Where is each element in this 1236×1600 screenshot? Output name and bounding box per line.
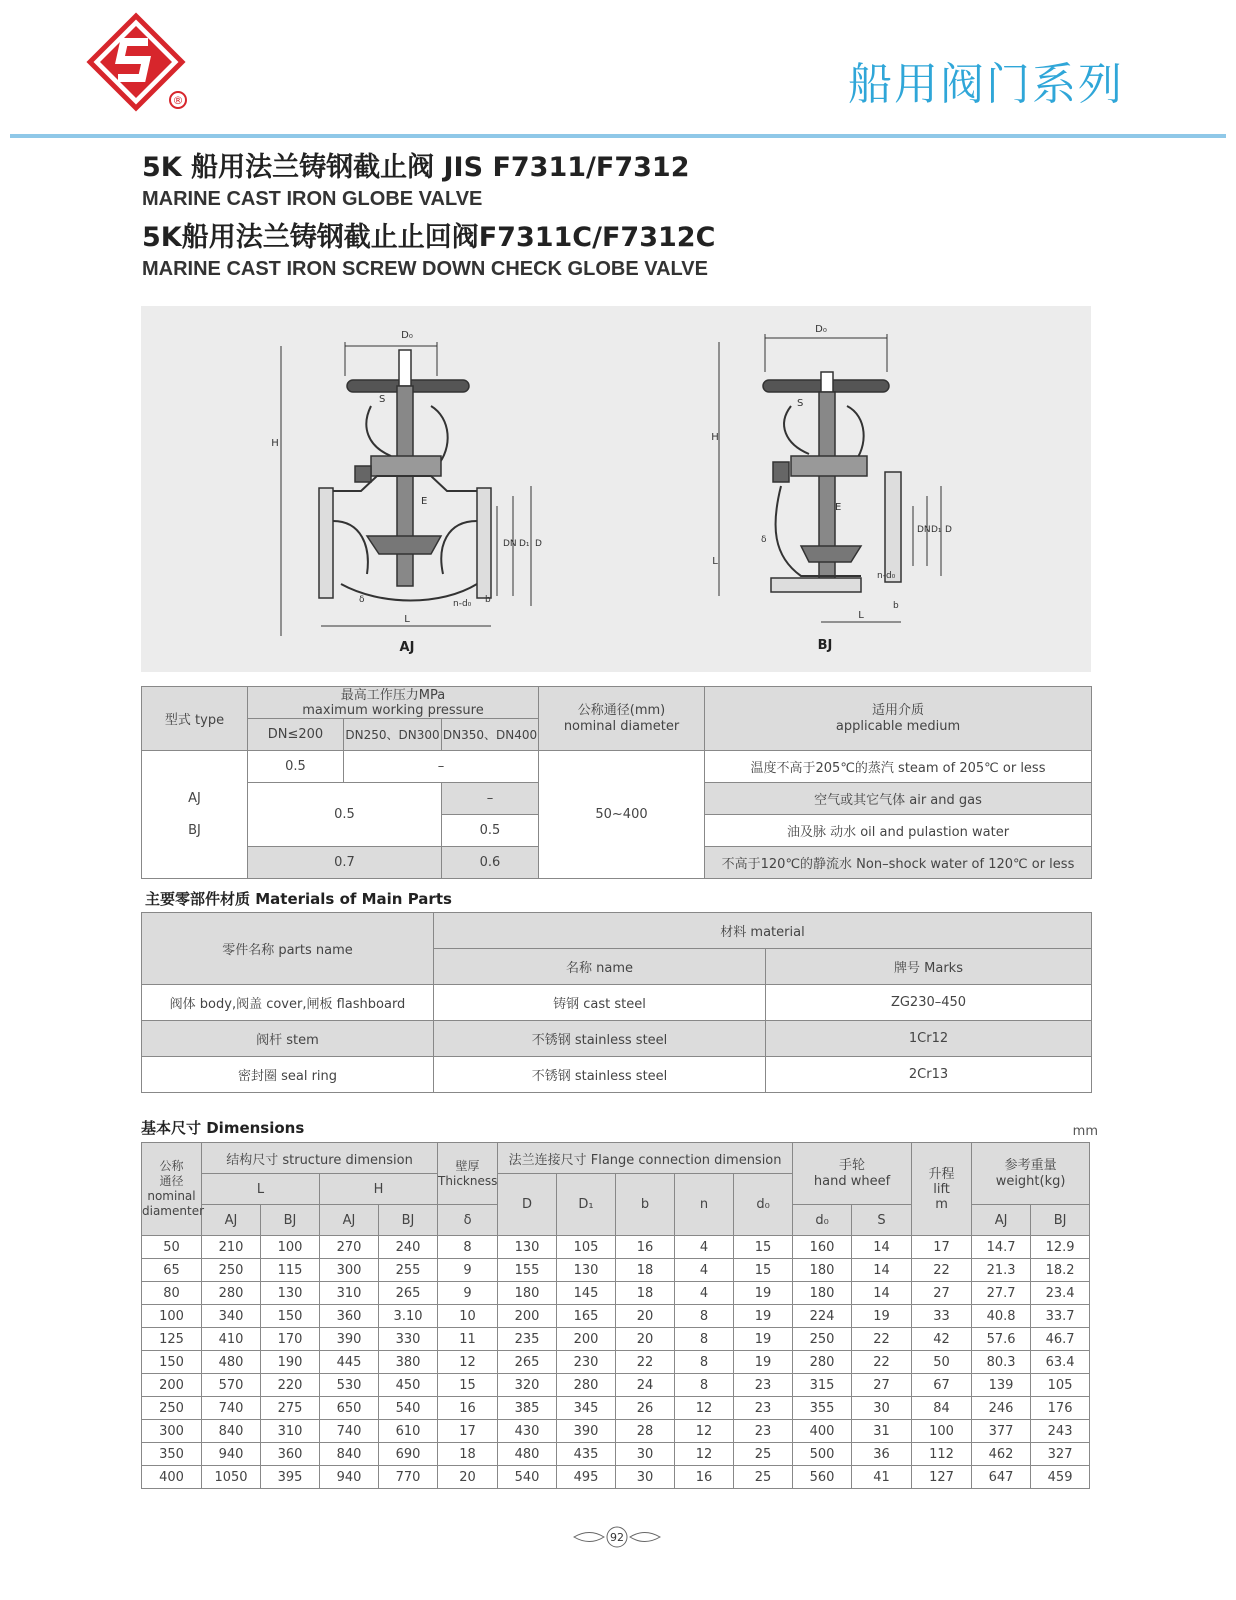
table-cell: 145 <box>557 1282 616 1305</box>
table-cell: 450 <box>379 1374 438 1397</box>
table-cell: 23 <box>734 1374 793 1397</box>
company-logo <box>86 12 196 116</box>
table-cell: 180 <box>498 1282 557 1305</box>
aj-dim-delta: δ <box>359 595 365 605</box>
table-cell: 300 <box>142 1420 202 1443</box>
bj-label: BJ <box>817 638 833 653</box>
header-marks: 牌号 Marks <box>766 949 1092 985</box>
nominal-diameter-value: 50~400 <box>539 751 705 879</box>
table-cell: 22 <box>616 1351 675 1374</box>
bj-dim-nd0: n-d₀ <box>877 571 896 581</box>
header-dn-1: DN≤200 <box>248 719 344 751</box>
table-cell: 50 <box>142 1236 202 1259</box>
table-cell: 46.7 <box>1031 1328 1090 1351</box>
table-cell: 27.7 <box>972 1282 1031 1305</box>
table-cell: 155 <box>498 1259 557 1282</box>
table-cell: 340 <box>202 1305 261 1328</box>
table-cell: 165 <box>557 1305 616 1328</box>
title-block <box>142 150 715 290</box>
table-cell: 4 <box>675 1236 734 1259</box>
table-cell: 495 <box>557 1466 616 1489</box>
table-cell: 130 <box>557 1259 616 1282</box>
table-cell: 12 <box>675 1443 734 1466</box>
table-cell: 139 <box>972 1374 1031 1397</box>
aj-dim-e: E <box>421 496 428 507</box>
table-cell: 220 <box>261 1374 320 1397</box>
table-cell: 67 <box>912 1374 972 1397</box>
table-row <box>142 1328 1090 1351</box>
aj-dim-d: D <box>535 539 542 549</box>
table-cell: 327 <box>1031 1443 1090 1466</box>
table-cell: 30 <box>616 1443 675 1466</box>
table-cell: 840 <box>320 1443 379 1466</box>
table-cell: 940 <box>320 1466 379 1489</box>
table-cell: 255 <box>379 1259 438 1282</box>
aj-dim-dn: DN <box>503 539 517 549</box>
aj-dim-d0: D₀ <box>401 330 413 341</box>
table-cell: 100 <box>142 1305 202 1328</box>
table-cell: 3.10 <box>379 1305 438 1328</box>
table-cell: 8 <box>675 1305 734 1328</box>
header-n: n <box>675 1174 734 1236</box>
table-cell: 315 <box>793 1374 852 1397</box>
table-cell: 330 <box>379 1328 438 1351</box>
table-cell: 9 <box>438 1282 498 1305</box>
table-cell: 80.3 <box>972 1351 1031 1374</box>
table-cell: 650 <box>320 1397 379 1420</box>
header-flange-d0: d₀ <box>734 1174 793 1236</box>
table-cell: 740 <box>202 1397 261 1420</box>
table-cell: 19 <box>734 1282 793 1305</box>
table-cell: 17 <box>912 1236 972 1259</box>
table-row <box>142 1397 1090 1420</box>
header-s: S <box>852 1205 912 1236</box>
table-cell: 400 <box>142 1466 202 1489</box>
table-cell: 16 <box>675 1466 734 1489</box>
materials-table <box>141 912 1092 1093</box>
table-cell: 176 <box>1031 1397 1090 1420</box>
table-cell: 15 <box>734 1259 793 1282</box>
table-row <box>142 1351 1090 1374</box>
table-cell: 940 <box>202 1443 261 1466</box>
table-cell: 560 <box>793 1466 852 1489</box>
table-cell: 570 <box>202 1374 261 1397</box>
table-cell: 130 <box>261 1282 320 1305</box>
table-cell: 770 <box>379 1466 438 1489</box>
medium-4: 不高于120℃的静流水 Non–shock water of 120℃ or less <box>705 847 1092 879</box>
header-b: b <box>616 1174 675 1236</box>
table-row <box>142 1443 1090 1466</box>
table-cell: 12 <box>438 1351 498 1374</box>
pressure-r1-c1: 0.5 <box>248 751 344 783</box>
table-cell: 243 <box>1031 1420 1090 1443</box>
table-cell: 20 <box>616 1328 675 1351</box>
header-thickness: 壁厚 Thickness <box>438 1143 498 1205</box>
aj-dim-nd0: n-d₀ <box>453 599 472 609</box>
table-cell: 250 <box>142 1397 202 1420</box>
header-dn-2: DN250、DN300 <box>344 719 442 751</box>
table-cell: 395 <box>261 1466 320 1489</box>
table-cell: 112 <box>912 1443 972 1466</box>
table-cell: 190 <box>261 1351 320 1374</box>
materials-title: 主要零部件材质 Materials of Main Parts <box>145 890 452 908</box>
table-cell: 462 <box>972 1443 1031 1466</box>
table-cell: 480 <box>498 1443 557 1466</box>
table-cell: 14.7 <box>972 1236 1031 1259</box>
table-cell: 18 <box>616 1282 675 1305</box>
table-cell: 740 <box>320 1420 379 1443</box>
table-cell: 33.7 <box>1031 1305 1090 1328</box>
table-cell: 105 <box>557 1236 616 1259</box>
table-cell: 230 <box>557 1351 616 1374</box>
table-cell: 24 <box>616 1374 675 1397</box>
table-row <box>142 1466 1090 1489</box>
table-cell: 31 <box>852 1420 912 1443</box>
table-cell: 18.2 <box>1031 1259 1090 1282</box>
table-cell: 210 <box>202 1236 261 1259</box>
table-cell: 270 <box>320 1236 379 1259</box>
table-cell: 8 <box>675 1328 734 1351</box>
table-cell: 21.3 <box>972 1259 1031 1282</box>
title-cn-1: 5K 船用法兰铸钢截止阀 JIS F7311/F7312 <box>142 152 690 183</box>
table-cell: 23.4 <box>1031 1282 1090 1305</box>
table-cell: 25 <box>734 1466 793 1489</box>
pressure-r3-c2: 0.5 <box>442 815 539 847</box>
title-en-1: MARINE CAST IRON GLOBE VALVE <box>142 188 483 210</box>
table-cell: 250 <box>793 1328 852 1351</box>
aj-dim-h: H <box>271 438 279 449</box>
header-handwheel-d0: d₀ <box>793 1205 852 1236</box>
table-cell: 200 <box>142 1374 202 1397</box>
table-cell: 25 <box>734 1443 793 1466</box>
pressure-r4-c2: 0.6 <box>442 847 539 879</box>
table-cell: 310 <box>261 1420 320 1443</box>
table-cell: 14 <box>852 1282 912 1305</box>
bj-dim-s: S <box>797 398 804 409</box>
bj-dim-dn: DN <box>917 525 931 535</box>
table-row <box>142 1374 1090 1397</box>
table-cell: 14 <box>852 1236 912 1259</box>
table-cell: 320 <box>498 1374 557 1397</box>
table-cell: 63.4 <box>1031 1351 1090 1374</box>
table-row <box>142 1236 1090 1259</box>
header-type: 型式 type <box>142 687 248 751</box>
header-l: L <box>202 1174 320 1205</box>
valve-drawing <box>141 306 1091 672</box>
header-lift: 升程 lift m <box>912 1143 972 1236</box>
table-cell: 540 <box>379 1397 438 1420</box>
table-cell: 240 <box>379 1236 438 1259</box>
pressure-r23-c1: 0.5 <box>248 783 442 847</box>
bj-dim-delta: δ <box>761 535 767 545</box>
table-cell: 410 <box>202 1328 261 1351</box>
aj-dim-l: L <box>404 614 410 625</box>
table-cell: 360 <box>261 1443 320 1466</box>
table-cell: 280 <box>793 1351 852 1374</box>
medium-3: 油及脉 动水 oil and pulastion water <box>705 815 1092 847</box>
table-cell: 224 <box>793 1305 852 1328</box>
table-cell: 360 <box>320 1305 379 1328</box>
table-cell: 610 <box>379 1420 438 1443</box>
table-cell: 500 <box>793 1443 852 1466</box>
table-cell: 235 <box>498 1328 557 1351</box>
table-cell: 18 <box>438 1443 498 1466</box>
dimensions-table <box>141 1142 1090 1489</box>
table-cell: 180 <box>793 1259 852 1282</box>
header-nominal: 公称通径(mm) nominal diameter <box>539 687 705 751</box>
table-cell: 22 <box>852 1328 912 1351</box>
table-cell: 377 <box>972 1420 1031 1443</box>
material-row: 密封圈 seal ring 不锈钢 stainless steel 2Cr13 <box>142 1057 1092 1093</box>
table-cell: 16 <box>438 1397 498 1420</box>
header-h-bj: BJ <box>379 1205 438 1236</box>
pressure-r4-c1: 0.7 <box>248 847 442 879</box>
table-cell: 480 <box>202 1351 261 1374</box>
table-cell: 115 <box>261 1259 320 1282</box>
header-d: D <box>498 1174 557 1236</box>
table-cell: 647 <box>972 1466 1031 1489</box>
table-cell: 15 <box>438 1374 498 1397</box>
header-weight-aj: AJ <box>972 1205 1031 1236</box>
unit-label: mm <box>1072 1124 1098 1139</box>
header-divider <box>10 134 1226 138</box>
table-cell: 19 <box>734 1305 793 1328</box>
table-cell: 20 <box>438 1466 498 1489</box>
table-cell: 390 <box>320 1328 379 1351</box>
table-row <box>142 1305 1090 1328</box>
table-cell: 10 <box>438 1305 498 1328</box>
table-cell: 8 <box>438 1236 498 1259</box>
header-h: H <box>320 1174 438 1205</box>
table-cell: 11 <box>438 1328 498 1351</box>
table-cell: 180 <box>793 1282 852 1305</box>
table-cell: 540 <box>498 1466 557 1489</box>
bj-dim-h: H <box>711 432 719 443</box>
table-cell: 27 <box>912 1282 972 1305</box>
table-cell: 300 <box>320 1259 379 1282</box>
title-cn-2: 5K船用法兰铸钢截止止回阀F7311C/F7312C <box>142 222 716 253</box>
table-cell: 130 <box>498 1236 557 1259</box>
table-cell: 19 <box>852 1305 912 1328</box>
aj-dim-b: b <box>485 595 491 605</box>
table-cell: 100 <box>912 1420 972 1443</box>
header-pressure: 最高工作压力MPa maximum working pressure <box>248 687 539 719</box>
table-cell: 19 <box>734 1351 793 1374</box>
table-cell: 127 <box>912 1466 972 1489</box>
table-cell: 160 <box>793 1236 852 1259</box>
table-cell: 8 <box>675 1374 734 1397</box>
table-cell: 20 <box>616 1305 675 1328</box>
bj-dim-d1: D₁ <box>931 525 942 535</box>
table-cell: 840 <box>202 1420 261 1443</box>
title-en-2: MARINE CAST IRON SCREW DOWN CHECK GLOBE VALVE <box>142 258 708 280</box>
header-weight: 参考重量 weight(kg) <box>972 1143 1090 1205</box>
table-cell: 14 <box>852 1259 912 1282</box>
table-cell: 50 <box>912 1351 972 1374</box>
table-cell: 355 <box>793 1397 852 1420</box>
table-cell: 9 <box>438 1259 498 1282</box>
table-cell: 345 <box>557 1397 616 1420</box>
table-cell: 36 <box>852 1443 912 1466</box>
table-cell: 280 <box>202 1282 261 1305</box>
table-cell: 200 <box>557 1328 616 1351</box>
header-medium: 适用介质 applicable medium <box>705 687 1092 751</box>
medium-1: 温度不高于205℃的蒸汽 steam of 205℃ or less <box>705 751 1092 783</box>
medium-2: 空气或其它气体 air and gas <box>705 783 1092 815</box>
header-handwheel: 手轮 hand wheef <box>793 1143 912 1205</box>
table-cell: 17 <box>438 1420 498 1443</box>
pressure-r2-c2: – <box>442 783 539 815</box>
table-cell: 690 <box>379 1443 438 1466</box>
table-cell: 530 <box>320 1374 379 1397</box>
table-cell: 265 <box>379 1282 438 1305</box>
table-cell: 445 <box>320 1351 379 1374</box>
header-structure: 结构尺寸 structure dimension <box>202 1143 438 1174</box>
table-cell: 23 <box>734 1420 793 1443</box>
bj-dim-b: b <box>893 601 899 611</box>
header-d1: D₁ <box>557 1174 616 1236</box>
table-cell: 105 <box>1031 1374 1090 1397</box>
table-cell: 19 <box>734 1328 793 1351</box>
table-cell: 385 <box>498 1397 557 1420</box>
table-cell: 80 <box>142 1282 202 1305</box>
table-cell: 246 <box>972 1397 1031 1420</box>
table-cell: 4 <box>675 1259 734 1282</box>
table-cell: 150 <box>261 1305 320 1328</box>
table-cell: 390 <box>557 1420 616 1443</box>
aj-valve-drawing <box>281 342 531 636</box>
table-cell: 15 <box>734 1236 793 1259</box>
table-cell: 265 <box>498 1351 557 1374</box>
table-cell: 18 <box>616 1259 675 1282</box>
table-cell: 4 <box>675 1282 734 1305</box>
table-cell: 30 <box>616 1466 675 1489</box>
header-dn-3: DN350、DN400 <box>442 719 539 751</box>
material-row: 阀体 body,阀盖 cover,闸板 flashboard 铸钢 cast steel ZG230–450 <box>142 985 1092 1021</box>
table-cell: 84 <box>912 1397 972 1420</box>
registered-mark: ® <box>172 94 184 107</box>
table-cell: 12.9 <box>1031 1236 1090 1259</box>
table-cell: 12 <box>675 1397 734 1420</box>
bj-dim-l: L <box>858 610 864 621</box>
table-cell: 380 <box>379 1351 438 1374</box>
header-delta: δ <box>438 1205 498 1236</box>
pressure-table <box>141 686 1092 879</box>
table-cell: 350 <box>142 1443 202 1466</box>
header-weight-bj: BJ <box>1031 1205 1090 1236</box>
table-cell: 1050 <box>202 1466 261 1489</box>
table-cell: 200 <box>498 1305 557 1328</box>
header-flange: 法兰连接尺寸 Flange connection dimension <box>498 1143 793 1174</box>
material-row: 阀杆 stem 不锈钢 stainless steel 1Cr12 <box>142 1021 1092 1057</box>
header-l-aj: AJ <box>202 1205 261 1236</box>
table-cell: 26 <box>616 1397 675 1420</box>
bj-dim-d0: D₀ <box>815 324 827 335</box>
table-cell: 65 <box>142 1259 202 1282</box>
header-name: 名称 name <box>434 949 766 985</box>
header-l-bj: BJ <box>261 1205 320 1236</box>
table-cell: 280 <box>557 1374 616 1397</box>
series-title: 船用阀门系列 <box>848 59 1124 110</box>
aj-dim-s: S <box>379 394 386 405</box>
table-cell: 41 <box>852 1466 912 1489</box>
table-cell: 100 <box>261 1236 320 1259</box>
table-row <box>142 1420 1090 1443</box>
table-row <box>142 1282 1090 1305</box>
table-cell: 459 <box>1031 1466 1090 1489</box>
type-cell: AJ BJ <box>142 751 248 879</box>
pressure-r1-c2: – <box>344 751 539 783</box>
table-cell: 170 <box>261 1328 320 1351</box>
header-parts: 零件名称 parts name <box>142 913 434 985</box>
table-cell: 8 <box>675 1351 734 1374</box>
table-cell: 28 <box>616 1420 675 1443</box>
table-cell: 275 <box>261 1397 320 1420</box>
aj-dim-d1: D₁ <box>519 539 530 549</box>
bj-valve-drawing <box>719 334 941 622</box>
table-cell: 22 <box>852 1351 912 1374</box>
bj-dim-e: E <box>835 502 842 513</box>
bj-dim-l-vertical: L <box>712 556 718 567</box>
bj-dim-d: D <box>945 525 952 535</box>
table-cell: 400 <box>793 1420 852 1443</box>
table-cell: 22 <box>912 1259 972 1282</box>
table-row <box>142 1259 1090 1282</box>
table-cell: 30 <box>852 1397 912 1420</box>
header-nominal-diameter: 公称 通径 nominal diamenter <box>142 1143 202 1236</box>
table-cell: 310 <box>320 1282 379 1305</box>
page-number: 92 <box>610 1531 624 1544</box>
table-cell: 150 <box>142 1351 202 1374</box>
table-cell: 23 <box>734 1397 793 1420</box>
table-cell: 16 <box>616 1236 675 1259</box>
table-cell: 12 <box>675 1420 734 1443</box>
table-cell: 435 <box>557 1443 616 1466</box>
table-cell: 27 <box>852 1374 912 1397</box>
aj-label: AJ <box>399 640 415 655</box>
table-cell: 250 <box>202 1259 261 1282</box>
table-cell: 125 <box>142 1328 202 1351</box>
table-cell: 33 <box>912 1305 972 1328</box>
page-number-badge <box>572 1526 662 1548</box>
table-cell: 42 <box>912 1328 972 1351</box>
table-cell: 430 <box>498 1420 557 1443</box>
dimensions-title: 基本尺寸 Dimensions <box>141 1119 305 1137</box>
header-h-aj: AJ <box>320 1205 379 1236</box>
table-cell: 57.6 <box>972 1328 1031 1351</box>
header-material: 材料 material <box>434 913 1092 949</box>
table-cell: 40.8 <box>972 1305 1031 1328</box>
